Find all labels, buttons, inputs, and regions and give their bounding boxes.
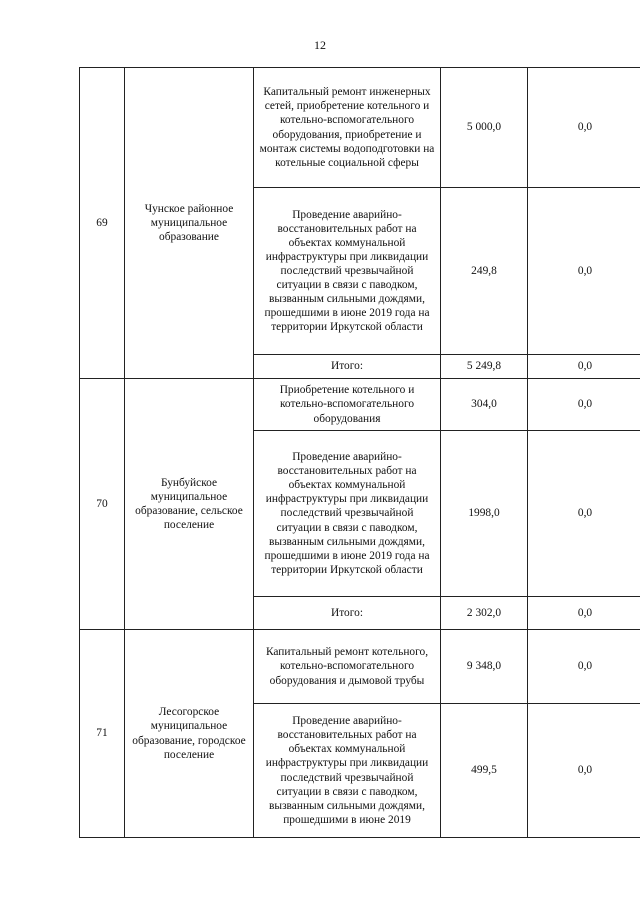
other-value: 0,0 (528, 630, 640, 704)
funding-table (79, 67, 640, 838)
other-value: 0,0 (528, 188, 640, 355)
municipality-name: Лесогорское муниципальное образование, городское поселение (125, 630, 254, 838)
row-number: 69 (80, 68, 125, 379)
total-label: Итого: (254, 355, 441, 379)
amount-value: 304,0 (441, 379, 528, 431)
total-label: Итого: (254, 597, 441, 630)
total-other: 0,0 (528, 355, 640, 379)
total-amount: 5 249,8 (441, 355, 528, 379)
work-description: Проведение аварийно-восстановительных работ на объектах коммунальной инфраструктуры при ликвидации последствий чрезвычайной ситуации в связи с паводком, вызванным сильными дождями, прошедшими в июне 2019 (254, 704, 441, 838)
row-number: 71 (80, 630, 125, 838)
other-value: 0,0 (528, 379, 640, 431)
amount-value: 249,8 (441, 188, 528, 355)
work-description: Капитальный ремонт инженерных сетей, приобретение котельного и котельно-вспомогательного оборудования, приобретение и монтаж системы водоподготовки на котельные социальной сферы (254, 68, 441, 188)
total-other: 0,0 (528, 597, 640, 630)
amount-value: 9 348,0 (441, 630, 528, 704)
work-description: Капитальный ремонт котельного, котельно-вспомогательного оборудования и дымовой трубы (254, 630, 441, 704)
municipality-name: Бунбуйское муниципальное образование, сельское поселение (125, 379, 254, 630)
total-amount: 2 302,0 (441, 597, 528, 630)
amount-value: 499,5 (441, 704, 528, 838)
table-row (80, 68, 640, 188)
table-row (80, 379, 640, 431)
table-row (80, 630, 640, 704)
row-number: 70 (80, 379, 125, 630)
other-value: 0,0 (528, 431, 640, 597)
work-description: Проведение аварийно-восстановительных работ на объектах коммунальной инфраструктуры при ликвидации последствий чрезвычайной ситуации в связи с паводком, вызванным сильными дождями, прошедшими в июне 2019 года на территории Иркутской области (254, 188, 441, 355)
other-value: 0,0 (528, 68, 640, 188)
amount-value: 1998,0 (441, 431, 528, 597)
page-number: 12 (314, 38, 326, 52)
work-description: Приобретение котельного и котельно-вспомогательного оборудования (254, 379, 441, 431)
municipality-name: Чунское районное муниципальное образование (125, 68, 254, 379)
other-value: 0,0 (528, 704, 640, 838)
amount-value: 5 000,0 (441, 68, 528, 188)
work-description: Проведение аварийно-восстановительных работ на объектах коммунальной инфраструктуры при ликвидации последствий чрезвычайной ситуации в связи с паводком, вызванным сильными дождями, прошедшими в июне 2019 года на территории Иркутской области (254, 431, 441, 597)
